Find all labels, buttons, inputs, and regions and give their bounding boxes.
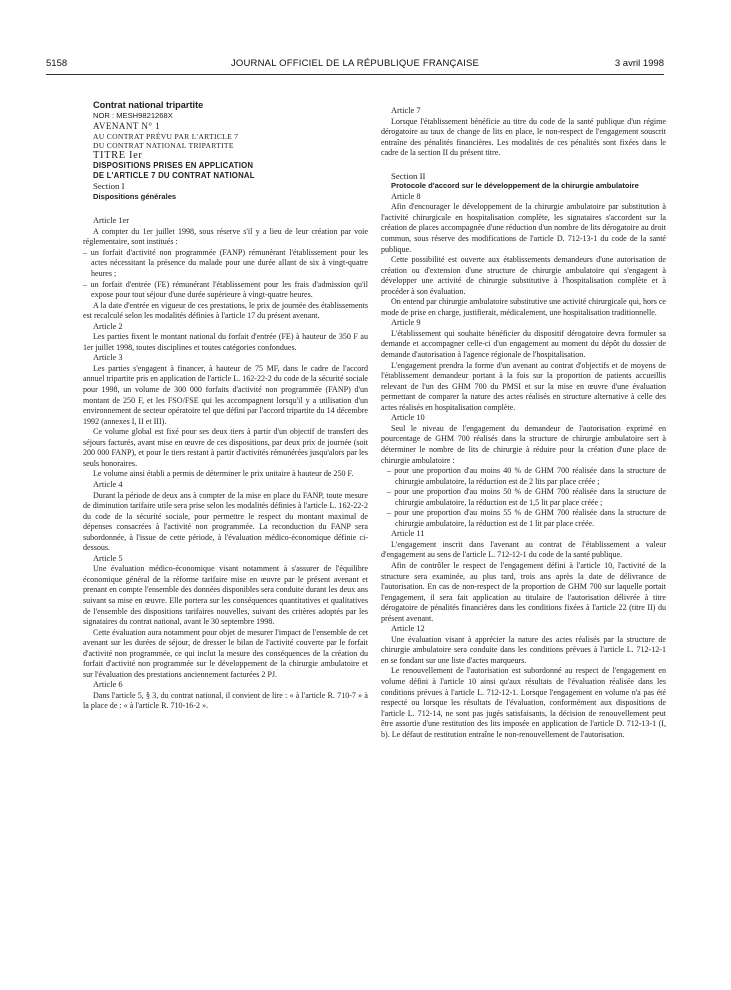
article-heading: Article 4	[93, 479, 123, 489]
list-item: – un forfait d'entrée (FE) rémunérant l'établissement pour les frais d'admission qu'il expose pour tout séjour d'une durée supérieure à vingt-quatre heures.	[83, 279, 368, 300]
avenant-title: AVENANT N° 1	[93, 121, 161, 132]
paragraph: Une évaluation médico-économique visant notamment à s'assurer de l'équilibre économique général de la réforme tarifaire mise en œuvre par le présent avenant et prenant en compte l'ensemble des données disponibles sera conduite durant les deux ans suivant sa mise en œuvre. Elle portera sur les conséquences quantitatives et qualitatives de l'ensemble des dispositions tarifaires nouvelles, suivant des critères adoptés par les signataires du contrat national, avant le 30 septembre 1998.	[83, 564, 368, 627]
paragraph: Le volume ainsi établi a permis de déterminer le prix unitaire à hauteur de 250 F.	[93, 469, 354, 479]
paragraph: Le renouvellement de l'autorisation est subordonné au respect de l'engagement en volume défini à l'article 10 ainsi qu'aux résultats de l'évaluation réalisée dans les conditions prévues à l'article L. 712-12-1. Lorsque l'engagement en volume n'a pas été respecté ou lorsque les résultats de l'évaluation, conformément aux dispositions de l'article L. 712-14, ne sont pas jugés satisfaisants, la décision de renouvellement peut être assortie d'une restitution des lits imposée en application de l'article D. 712-13-1 (I, b). Le défaut de restitution entraîne le non-renouvellement de l'autorisation.	[381, 666, 666, 739]
article-heading: Article 6	[93, 680, 123, 690]
article-heading: Article 9	[391, 318, 421, 328]
list-item: – un forfait d'activité non programmée (FANP) rémunérant l'établissement pour les actes nécessitant la présence du malade pour une durée allant de six à vingt-quatre heures ;	[83, 247, 368, 279]
page-header	[46, 56, 664, 74]
paragraph: L'engagement inscrit dans l'avenant au contrat de l'établissement a valeur d'engagement au sens de l'article L. 712-12-1 du code de la santé publique.	[381, 539, 666, 560]
article-heading: Article 5	[93, 553, 123, 563]
avenant-subtitle-2: DU CONTRAT NATIONAL TRIPARTITE	[93, 141, 234, 151]
article-heading: Article 12	[391, 624, 425, 634]
paragraph: L'établissement qui souhaite bénéficier du dispositif dérogatoire devra formuler sa demande et accompagner celle-ci d'un engagement au moment du dépôt du dossier de demande d'autorisation à l'agence régionale de l'hospitalisation.	[381, 328, 666, 360]
paragraph: On entend par chirurgie ambulatoire substitutive une activité chirurgicale qui, hors ce mode de prise en charge, justifierait, médicalement, une hospitalisation traditionnelle.	[381, 297, 666, 317]
list-item: – pour une proportion d'au moins 50 % de GHM 700 réalisée dans la structure de chirurgie ambulatoire, la réduction est de 1,5 lit par place créée ;	[387, 487, 666, 507]
titre-heading: TITRE Ier	[93, 149, 143, 161]
dispositions-heading-1: DISPOSITIONS PRISES EN APPLICATION	[93, 161, 254, 171]
section-subtitle: Dispositions générales	[93, 191, 177, 201]
article-heading: Article 2	[93, 321, 123, 331]
paragraph: Lorsque l'établissement bénéficie au titre du code de la santé publique d'un régime dérogatoire au taux de change de lits en place, le non-respect de l'engagement souscrit entraîne des pénalités financières. Les modalités de ces pénalités sont fixées dans le cadre de la section II du présent titre.	[381, 116, 666, 158]
nor-reference: NOR : MESH9821268X	[93, 110, 173, 120]
section-heading: Section II	[391, 170, 426, 181]
section-subtitle: Protocole d'accord sur le développement de la chirurgie ambulatoire	[391, 181, 639, 191]
list-item: – pour une proportion d'au moins 40 % de GHM 700 réalisée dans la structure de chirurgie ambulatoire, la réduction est de 2 lits par place créée ;	[387, 466, 666, 486]
contract-title: Contrat national tripartite	[93, 100, 204, 110]
paragraph: Cette possibilité est ouverte aux établissements demandeurs d'une autorisation de création ou d'extension d'une structure de chirurgie ambulatoire qui s'engagent à développer une activité de chirurgie substitutive à l'hospitalisation complète et à procéder à son évaluation.	[381, 255, 666, 296]
paragraph: Dans l'article 5, § 3, du contrat national, il convient de lire : « à l'article R. 710-7 » à la place de : « à l'article R. 710-16-2 ».	[83, 690, 368, 711]
avenant-subtitle-1: AU CONTRAT PRÉVU PAR L'ARTICLE 7	[93, 131, 239, 141]
header-rule	[46, 74, 664, 75]
left-column	[83, 100, 368, 712]
paragraph: Les parties s'engagent à financer, à hauteur de 75 MF, dans le cadre de l'accord annuel tripartite pris en application de l'article L. 162-22-2 du code de la sécurité sociale pour 1998, un volume de 300 000 forfaits d'activité non programmée (FANP) d'un montant de 250 F, et les FSO/FSE qui les accompagnent lorsqu'il y a utilisation d'un environnement de secteur opératoire tel que défini par l'accord tripartite du 14 décembre 1992 (annexes I, II et III).	[83, 363, 368, 426]
article-heading: Article 10	[391, 413, 425, 423]
journal-title: JOURNAL OFFICIEL DE LA RÉPUBLIQUE FRANÇAISE	[230, 58, 480, 69]
paragraph: Une évaluation visant à apprécier la nature des actes réalisés par la structure de chirurgie ambulatoire sera conduite dans les conditions prévues à l'article L. 712-12-1 en se fondant sur une liste d'actes marqueurs.	[381, 634, 666, 665]
article-heading: Article 1er	[93, 216, 130, 226]
paragraph: Les parties fixent le montant national du forfait d'entrée (FE) à hauteur de 350 F au 1er juillet 1998, toutes disciplines et toutes catégories confondues.	[83, 332, 368, 352]
article-heading: Article 7	[391, 106, 421, 115]
paragraph: Cette évaluation aura notamment pour objet de mesurer l'impact de l'ensemble de cet avenant sur les durées de séjour, de dresser le bilan de l'activité couverte par le forfait d'activité non programmée, ce qui inclut la mesure des conséquences de la création du forfait d'activité non programmée sur le développement de la chirurgie ambulatoire et sur l'évaluation des prestations anciennement facturées 2 PJ.	[83, 627, 368, 679]
issue-date: 3 avril 1998	[614, 58, 664, 69]
paragraph: A la date d'entrée en vigueur de ces prestations, le prix de journée des établissements est recalculé selon les modalités définies à l'article 17 du présent avenant.	[83, 300, 368, 321]
right-column	[381, 100, 666, 740]
article-heading: Article 8	[391, 191, 421, 201]
paragraph: Durant la période de deux ans à compter de la mise en place du FANP, toute mesure de diminution tarifaire utile sera prise selon les modalités définies à l'article L. 162-22-2 du code de la sécurité sociale, pour permettre le respect du montant maximal de dépenses consacrées à l'activité non programmée. La reconduction du FANP sera subordonnée, à l'issue de cette période, à l'évaluation médico-économique définie ci-dessous.	[83, 490, 368, 553]
paragraph: L'engagement prendra la forme d'un avenant au contrat d'objectifs et de moyens de l'établissement demandeur portant à la fois sur la proportion de patients accueillis relevant de l'un des GHM 700 du PMSI et sur la mise en œuvre d'une évaluation permettant de comparer la nature des actes réalisés en structure alternative à celle des actes réalisés en hospitalisation complète.	[381, 360, 666, 412]
article-heading: Article 3	[93, 353, 123, 363]
page-number: 5158	[46, 58, 68, 69]
paragraph: A compter du 1er juillet 1998, sous réserve s'il y a lieu de leur création par voie réglementaire, sont institués :	[83, 226, 368, 247]
paragraph: Ce volume global est fixé pour ses deux tiers à partir d'un objectif de transfert des séjours facturés, avant mise en œuvre de ces dispositions, par deux prix de journée (soit 200 000 FANP), et pour le tiers restant à partir d'activités rémunérées jusqu'alors par les seuls honoraires.	[83, 427, 368, 468]
section-heading: Section I	[93, 181, 125, 192]
list-item: – pour une proportion d'au moins 55 % de GHM 700 réalisée dans la structure de chirurgie ambulatoire, la réduction est de 1 lit par place créée.	[387, 508, 666, 528]
paragraph: Afin de contrôler le respect de l'engagement défini à l'article 10, l'activité de la structure sera examinée, au plus tard, trois ans après la date de délivrance de l'autorisation. En cas de non-respect de la proportion de GHM 700 sur laquelle portait l'engagement, il sera fait application au titulaire de l'autorisation délivrée à titre dérogatoire de pénalités financières dans les conditions fixées à l'article 22 (titre II) du présent avenant.	[381, 560, 666, 623]
article-heading: Article 11	[391, 529, 425, 539]
paragraph: Seul le niveau de l'engagement du demandeur de l'autorisation exprimé en pourcentage de GHM 700 réalisés dans la structure de chirurgie ambulatoire sert à déterminer le nombre de lits de chirurgie à réduire pour la création d'une place de chirurgie ambulatoire :	[381, 423, 666, 465]
paragraph: Afin d'encourager le développement de la chirurgie ambulatoire par substitution à l'activité chirurgicale en hospitalisation complète, les signataires s'accordent sur la création de places accompagnée d'une réduction d'un nombre de lits dérogatoire au droit commun, sous réserve des modifications de l'article D. 712-13-1 du code de la santé publique.	[381, 202, 666, 254]
dispositions-heading-2: DE L'ARTICLE 7 DU CONTRAT NATIONAL	[93, 171, 255, 181]
